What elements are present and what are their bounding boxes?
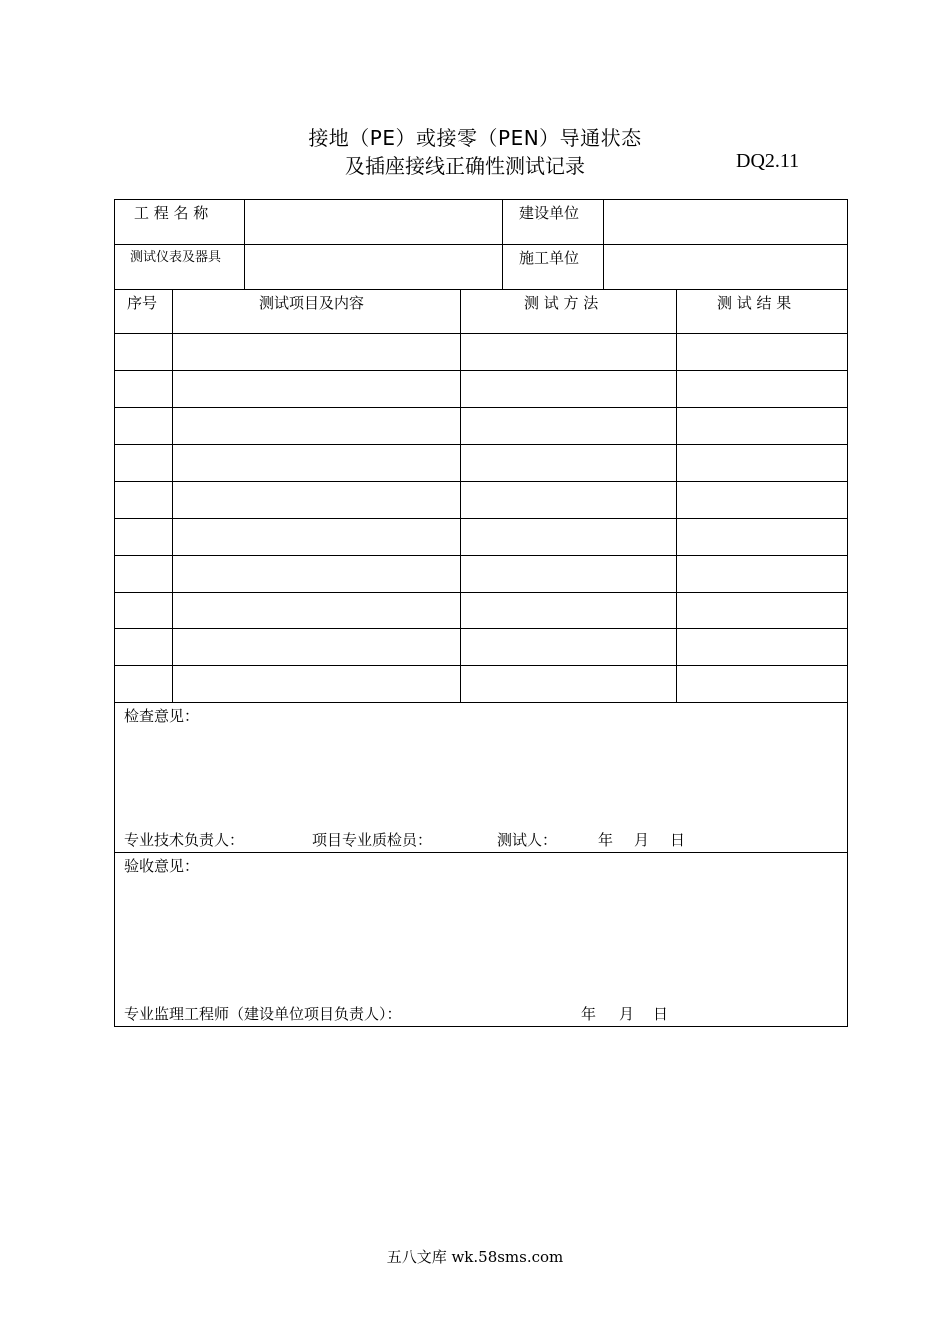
column-header-result: 测 试 结 果 xyxy=(717,294,792,312)
project-name-label: 工 程 名 称 xyxy=(134,204,209,222)
row-divider-8 xyxy=(114,628,848,629)
border-top xyxy=(114,199,848,200)
border-right xyxy=(847,199,848,1027)
builder-label: 建设单位 xyxy=(519,204,580,222)
row-divider-7 xyxy=(114,592,848,593)
row-divider-3 xyxy=(114,444,848,445)
quality-inspector-label: 项目专业质检员： xyxy=(312,831,433,849)
instruments-label: 测试仪表及器具 xyxy=(130,250,222,265)
inspection-year: 年 xyxy=(598,831,614,849)
row-divider-4 xyxy=(114,481,848,482)
column-header-item: 测试项目及内容 xyxy=(259,294,365,312)
column-header-method: 测 试 方 法 xyxy=(524,294,599,312)
row-divider-5 xyxy=(114,518,848,519)
row-divider-1 xyxy=(114,370,848,371)
header-vline-1 xyxy=(244,199,245,289)
header-divider-2 xyxy=(114,289,848,290)
acceptance-month: 月 xyxy=(619,1005,635,1023)
header-divider-1 xyxy=(114,244,848,245)
inspection-month: 月 xyxy=(634,831,650,849)
tech-lead-label: 专业技术负责人： xyxy=(124,831,245,849)
row-divider-2 xyxy=(114,407,848,408)
acceptance-divider xyxy=(114,852,848,853)
acceptance-label: 验收意见： xyxy=(124,857,200,875)
document-title-line2: 及插座接线正确性测试记录 xyxy=(345,154,585,178)
contractor-label: 施工单位 xyxy=(519,249,580,267)
column-header-index: 序号 xyxy=(127,294,158,312)
tester-label: 测试人： xyxy=(497,831,558,849)
header-vline-2 xyxy=(502,199,503,289)
acceptance-day: 日 xyxy=(653,1005,669,1023)
row-divider-9 xyxy=(114,665,848,666)
inspection-label: 检查意见： xyxy=(124,707,200,725)
row-divider-6 xyxy=(114,555,848,556)
inspection-day: 日 xyxy=(670,831,686,849)
header-vline-3 xyxy=(603,199,604,289)
border-bottom xyxy=(114,1026,848,1027)
table-vline-3 xyxy=(676,289,677,702)
acceptance-year: 年 xyxy=(581,1005,597,1023)
document-title-line1: 接地（PE）或接零（PEN）导通状态 xyxy=(308,126,642,150)
table-bottom-divider xyxy=(114,702,848,703)
border-left xyxy=(114,199,115,1027)
table-vline-2 xyxy=(460,289,461,702)
record-form xyxy=(114,199,848,1027)
form-code: DQ2.11 xyxy=(736,150,800,172)
supervisor-label: 专业监理工程师（建设单位项目负责人）： xyxy=(124,1005,402,1023)
table-vline-1 xyxy=(172,289,173,702)
column-header-divider xyxy=(114,333,848,334)
footer-watermark: 五八文库 wk.58sms.com xyxy=(386,1248,564,1266)
